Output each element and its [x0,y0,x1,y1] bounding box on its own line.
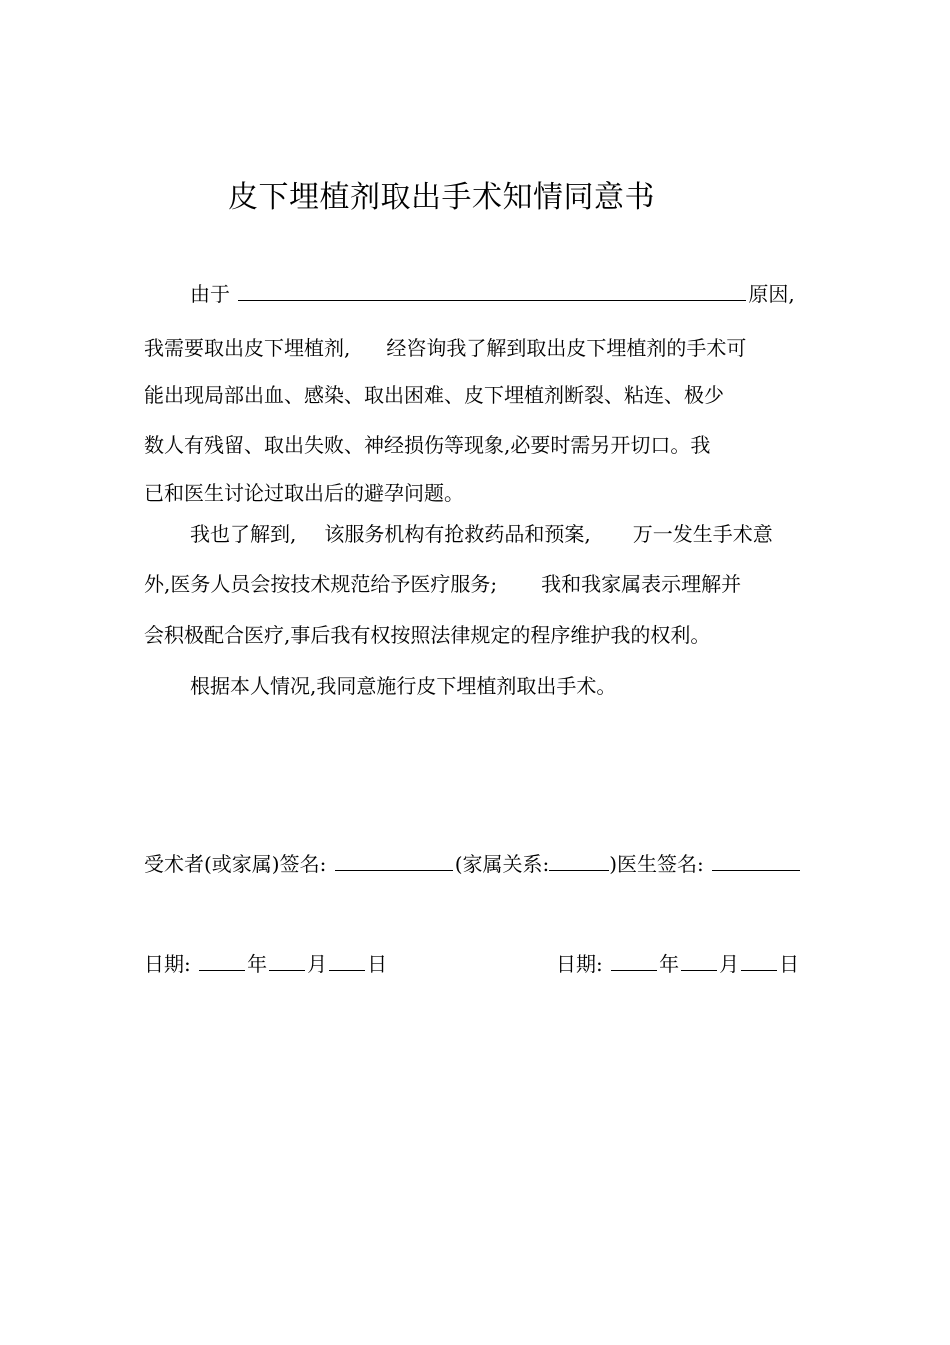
date-label: 日期: [556,952,603,976]
reason-blank-field[interactable] [238,280,746,301]
date-label: 日期: [144,952,191,976]
doctor-date-line [556,950,799,978]
paragraph-line: 数人有残留、取出失败、神经损伤等现象,必要时需另开切口。我 [144,433,711,457]
year-label: 年 [247,952,268,976]
patient-signature-field[interactable] [335,850,453,871]
patient-signature-label: 受术者(或家属)签名: [144,852,327,876]
text-segment: 外,医务人员会按技术规范给予医疗服务; [144,572,498,596]
paragraph-line [144,334,746,362]
relation-label: (家属关系: [454,852,550,876]
doctor-signature-field[interactable] [712,850,800,871]
text-segment: 我也了解到, [190,522,297,546]
reason-prefix: 由于 [190,282,230,306]
page-title: 皮下埋植剂取出手术知情同意书 [228,180,655,215]
year-field[interactable] [199,950,245,971]
text-segment: 我和我家属表示理解并 [541,572,742,596]
doctor-signature-label: )医生签名: [609,852,704,876]
day-field[interactable] [741,950,777,971]
text-segment: 我需要取出皮下埋植剂, [144,336,351,360]
consent-statement: 根据本人情况,我同意施行皮下埋植剂取出手术。 [190,674,617,698]
month-label: 月 [307,952,328,976]
day-field[interactable] [329,950,365,971]
paragraph-line: 能出现局部出血、感染、取出困难、皮下埋植剂断裂、粘连、极少 [144,383,724,407]
month-label: 月 [719,952,740,976]
month-field[interactable] [681,950,717,971]
patient-date-line [144,950,387,978]
paragraph-line: 会积极配合医疗,事后我有权按照法律规定的程序维护我的权利。 [144,623,711,647]
relation-field[interactable] [549,850,609,871]
day-label: 日 [367,952,388,976]
signature-line [144,850,802,878]
year-field[interactable] [611,950,657,971]
text-segment: 万一发生手术意 [632,522,773,546]
paragraph-line: 已和医生讨论过取出后的避孕问题。 [144,481,464,505]
month-field[interactable] [269,950,305,971]
text-segment: 该服务机构有抢救药品和预案, [324,522,591,546]
day-label: 日 [779,952,800,976]
text-segment: 经咨询我了解到取出皮下埋植剂的手术可 [386,336,747,360]
reason-suffix: 原因, [748,282,795,306]
paragraph-line [190,520,773,548]
paragraph-line [144,570,741,598]
year-label: 年 [659,952,680,976]
reason-line [190,280,795,308]
